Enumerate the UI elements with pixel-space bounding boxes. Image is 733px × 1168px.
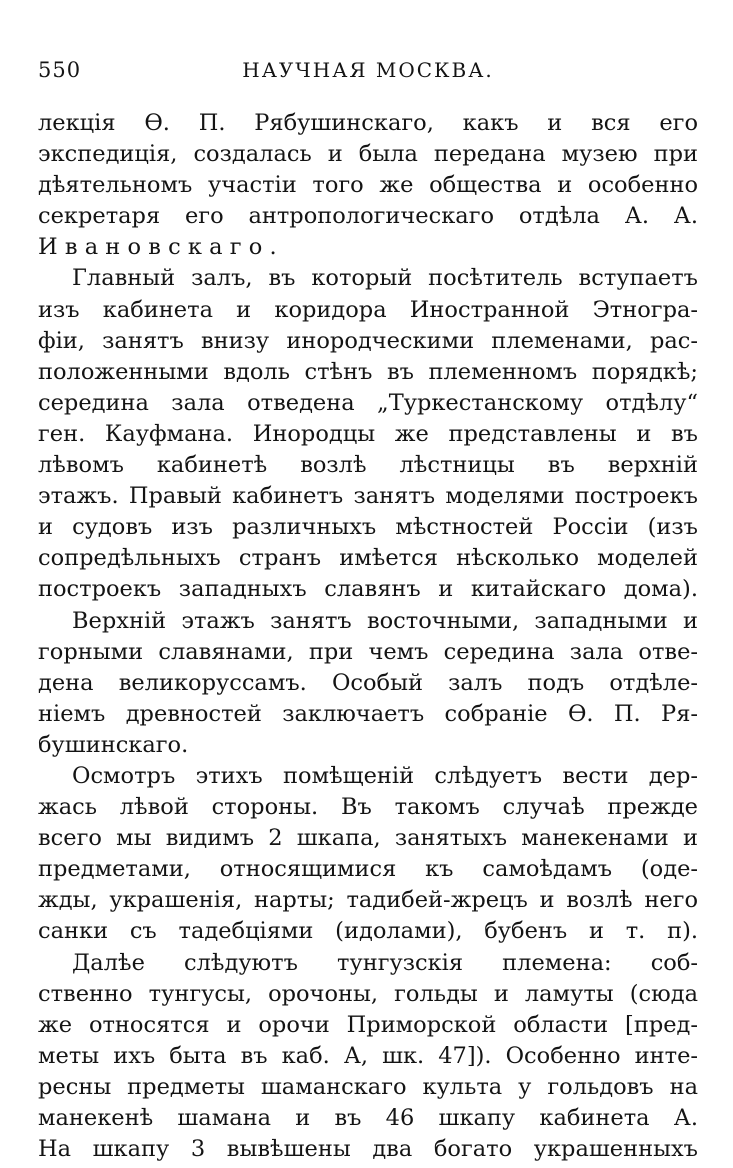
page-number: 550 xyxy=(38,58,82,82)
text-line: изъ кабинета и коридора Иностранной Этногра- xyxy=(38,296,698,323)
page-header xyxy=(38,58,698,90)
text-line: манекенѣ шамана и въ 46 шкапу кабинета А. xyxy=(38,1105,698,1131)
text-line: всего мы видимъ 2 шкапа, занятыхъ манекенами и xyxy=(38,825,698,852)
text-line: Ивановскаго. xyxy=(38,234,284,261)
text-line: середина зала отведена „Туркестанскому отдѣлу“ xyxy=(38,389,698,416)
text-line: этажъ. Правый кабинетъ занятъ моделями построекъ xyxy=(38,483,698,510)
text-line: жась лѣвой стороны. Въ такомъ случаѣ прежде xyxy=(38,794,698,821)
text-line: ресны предметы шаманскаго культа у гольдовъ на xyxy=(38,1073,698,1100)
text-line: дѣятельномъ участіи того же общества и особенно xyxy=(38,172,698,199)
text-line: Верхній этажъ занятъ восточными, западными и xyxy=(72,607,698,634)
text-line: бушинскаго. xyxy=(38,731,189,758)
text-line: дена великоруссамъ. Особый залъ подъ отдѣле- xyxy=(38,669,698,696)
text-line: Осмотръ этихъ помѣщеній слѣдуетъ вести дер- xyxy=(72,762,698,789)
text-line: и судовъ изъ различныхъ мѣстностей Россіи (изъ xyxy=(38,514,698,541)
text-line: положенными вдоль стѣнъ въ племенномъ порядкѣ; xyxy=(38,358,698,385)
text-line: лекція Ѳ. П. Рябушинскаго, какъ и вся его xyxy=(38,110,698,136)
text-line: ген. Кауфмана. Инородцы же представлены и въ xyxy=(38,420,698,447)
text-line: На шкапу 3 вывѣшены два богато украшенныхъ xyxy=(38,1136,698,1163)
text-line: меты ихъ быта въ каб. А, шк. 47]). Особенно инте- xyxy=(38,1042,698,1069)
text-line: сопредѣльныхъ странъ имѣется нѣсколько моделей xyxy=(38,545,698,572)
text-line: экспедиція, создалась и была передана музею при xyxy=(38,141,698,168)
body-text xyxy=(38,108,698,1165)
text-line: фіи, занятъ внизу инородческими племенами, рас- xyxy=(38,327,698,354)
text-line: секретаря его антропологическаго отдѣла А. А. xyxy=(38,203,698,230)
text-line: ніемъ древностей заключаетъ собраніе Ѳ. П. Ря- xyxy=(38,700,698,727)
text-line: построекъ западныхъ славянъ и китайскаго дома). xyxy=(38,576,698,603)
text-line: предметами, относящимися къ самоѣдамъ (оде- xyxy=(38,856,698,883)
text-line: горными славянами, при чемъ середина зала отве- xyxy=(38,638,698,665)
running-title: НАУЧНАЯ МОСКВА. xyxy=(242,58,494,82)
text-line: санки съ тадебціями (идолами), бубенъ и т. п). xyxy=(38,918,698,945)
text-line: жды, украшенія, нарты; тадибей-жрецъ и возлѣ него xyxy=(38,887,698,914)
text-line: Далѣе слѣдуютъ тунгузскія племена: соб- xyxy=(72,949,698,976)
text-line: лѣвомъ кабинетѣ возлѣ лѣстницы въ верхній xyxy=(38,452,698,479)
text-line: ственно тунгусы, орочоны, гольды и ламуты (сюда xyxy=(38,980,698,1007)
text-line: Главный залъ, въ который посѣтитель вступаетъ xyxy=(72,265,698,292)
text-line: же относятся и орочи Приморской области [пред- xyxy=(38,1011,698,1038)
